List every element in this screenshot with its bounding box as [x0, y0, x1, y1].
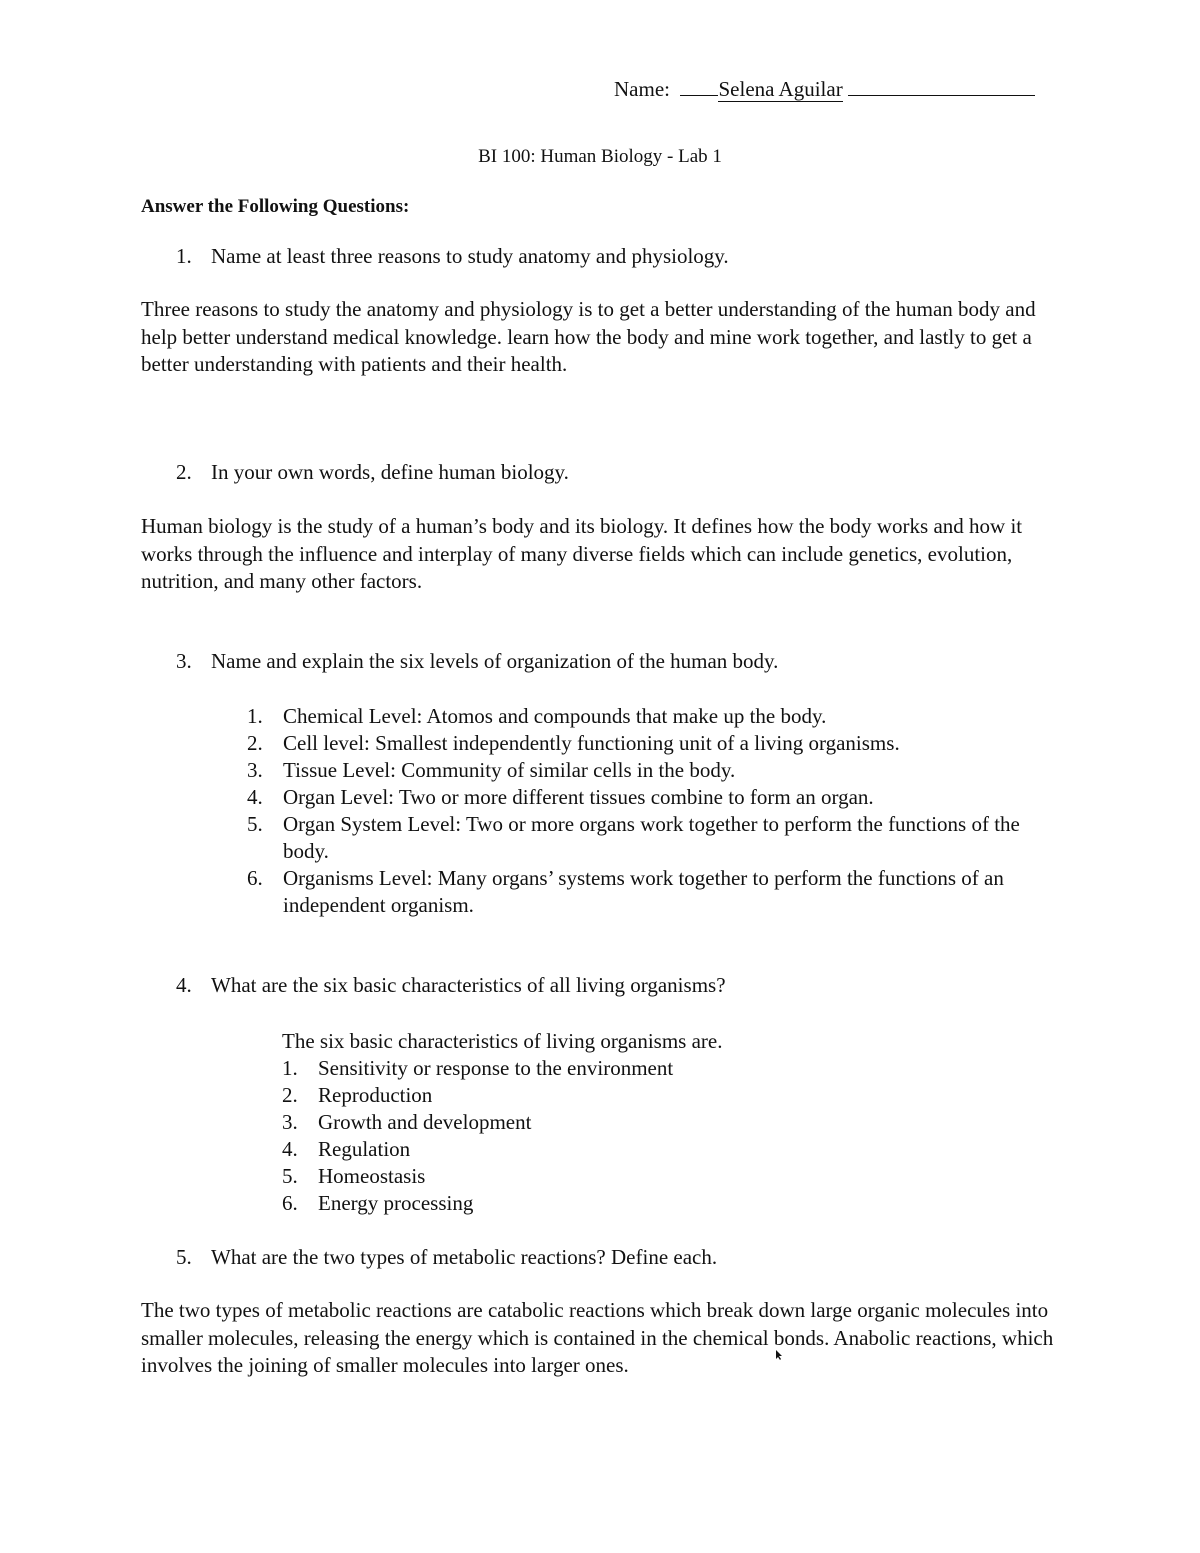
item-number: 6. [247, 866, 263, 890]
question-text: Name at least three reasons to study anatomy and physiology. [211, 244, 729, 268]
instructions-heading: Answer the Following Questions: [141, 196, 410, 217]
list-item [247, 757, 1067, 784]
item-number: 1. [282, 1056, 298, 1080]
item-text: Homeostasis [318, 1164, 426, 1188]
item-number: 3. [247, 758, 263, 782]
item-number: 3. [282, 1110, 298, 1134]
item-number: 2. [247, 731, 263, 755]
list-item [282, 1136, 673, 1163]
answer-2: Human biology is the study of a human’s body and its biology. It defines how the body works and how it works through the influence and interplay of many diverse fields which can include genetics, evolution, nutrition, and many other factors. [141, 514, 1023, 593]
question-3 [176, 648, 778, 675]
list-item [282, 1055, 673, 1082]
question-number: 4. [176, 973, 192, 997]
item-number: 2. [282, 1083, 298, 1107]
question-5 [176, 1244, 717, 1271]
question-2 [176, 459, 569, 486]
list-item [247, 784, 1067, 811]
item-text: Organisms Level: Many organs’ systems work together to perform the functions of an independent organism. [283, 866, 1004, 917]
question-text: What are the six basic characteristics of all living organisms? [211, 973, 726, 997]
name-line [614, 73, 1035, 103]
item-text: Energy processing [318, 1191, 474, 1215]
question-4 [176, 972, 726, 999]
question-number: 3. [176, 649, 192, 673]
answer-5: The two types of metabolic reactions are catabolic reactions which break down large organic molecules into smaller molecules, releasing the energy which is contained in the chemical bonds. Anabolic reactions, which involves the joining of smaller molecules into larger ones. [141, 1298, 1054, 1377]
question-text: In your own words, define human biology. [211, 460, 569, 484]
list-item [247, 865, 1053, 919]
text-cursor-icon [775, 1349, 783, 1361]
list-item [282, 1163, 673, 1190]
item-text: Tissue Level: Community of similar cells in the body. [283, 758, 736, 782]
characteristics-intro: The six basic characteristics of living organisms are. [282, 1029, 723, 1053]
list-item [247, 730, 1067, 757]
question-text: What are the two types of metabolic reactions? Define each. [211, 1245, 718, 1269]
item-number: 6. [282, 1191, 298, 1215]
list-item [247, 703, 1067, 730]
answer-1: Three reasons to study the anatomy and physiology is to get a better understanding of the human body and help better understand medical knowledge. learn how the body and mine work together, and lastly to get a better understanding with patients and their health. [141, 297, 1036, 376]
item-text: Chemical Level: Atomos and compounds that make up the body. [283, 704, 827, 728]
item-number: 1. [247, 704, 263, 728]
name-blank-after [848, 73, 1035, 96]
organization-levels-list [247, 703, 1067, 919]
question-number: 2. [176, 460, 192, 484]
name-label: Name: [614, 77, 670, 101]
name-blank-before [680, 73, 718, 96]
question-number: 1. [176, 244, 192, 268]
item-text: Organ Level: Two or more different tissues combine to form an organ. [283, 785, 874, 809]
item-number: 4. [282, 1137, 298, 1161]
list-item [282, 1190, 673, 1217]
list-item [282, 1082, 673, 1109]
document-title: BI 100: Human Biology - Lab 1 [478, 146, 722, 167]
list-item [282, 1109, 673, 1136]
item-text: Growth and development [318, 1110, 532, 1134]
item-number: 4. [247, 785, 263, 809]
item-text: Organ System Level: Two or more organs work together to perform the functions of the body. [283, 812, 1020, 863]
item-text: Regulation [318, 1137, 411, 1161]
question-text: Name and explain the six levels of organization of the human body. [211, 649, 779, 673]
item-text: Reproduction [318, 1083, 433, 1107]
item-text: Cell level: Smallest independently functioning unit of a living organisms. [283, 731, 900, 755]
list-item [247, 811, 1053, 865]
question-number: 5. [176, 1245, 192, 1269]
item-number: 5. [282, 1164, 298, 1188]
item-number: 5. [247, 812, 263, 836]
question-1 [176, 243, 729, 270]
student-name: Selena Aguilar [718, 77, 843, 101]
item-text: Sensitivity or response to the environment [318, 1056, 674, 1080]
characteristics-list [282, 1055, 673, 1217]
